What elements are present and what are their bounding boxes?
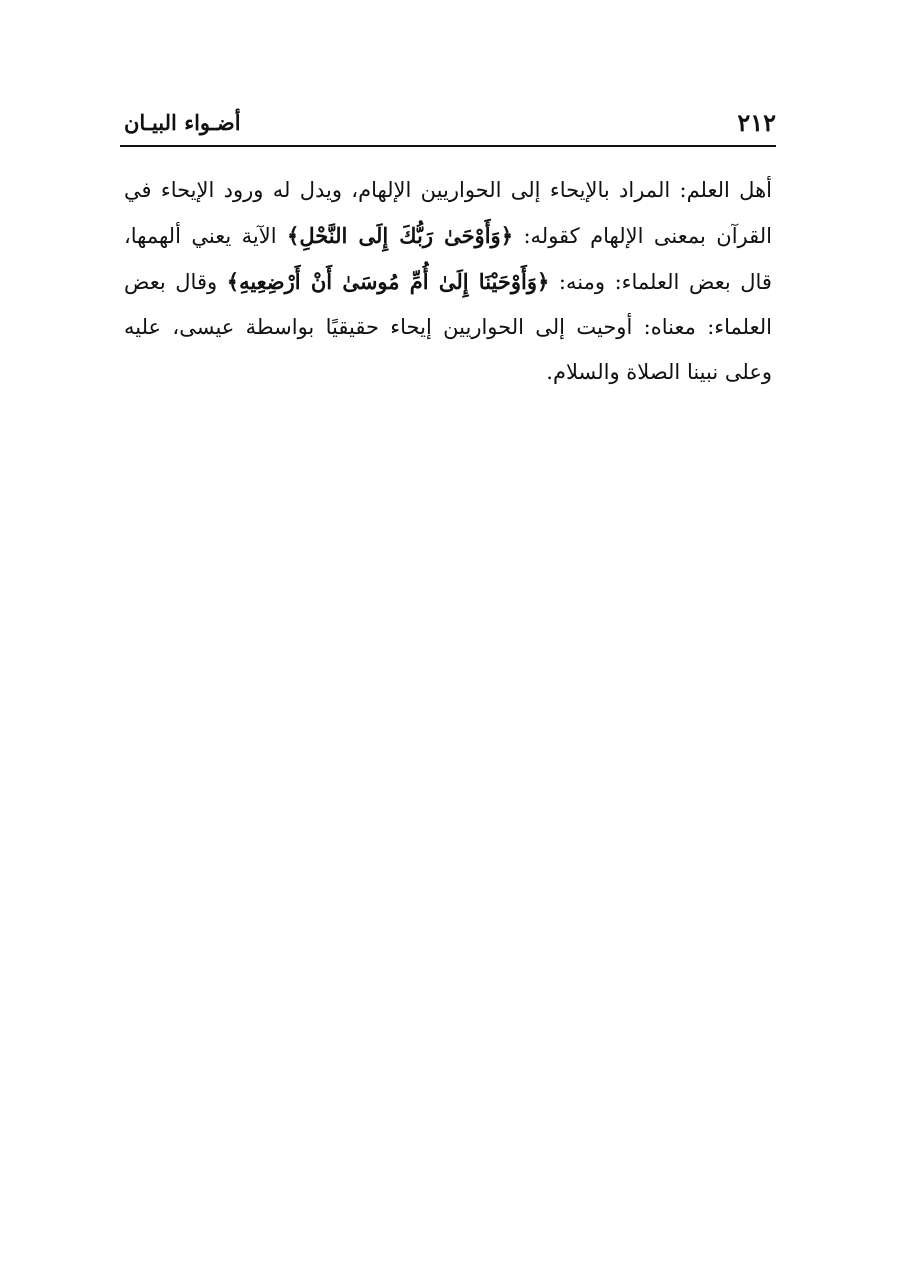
page-header [120,106,776,146]
quran-bracket-close: ﴾ [287,223,300,248]
quran-bracket-open: ﴿ [500,223,513,248]
text-segment-3: وقال بعض العلماء: معناه: أوحيت إلى الحواريين إيحاء حقيقيًا بواسطة عيسى، عليه وعلى نبينا الصلاة والسلام. [124,270,772,384]
quran-bracket-close: ﴾ [226,269,240,294]
text-segment-2: الآية يعني ألهمها، قال بعض العلماء: ومنه: [124,224,772,294]
header-rule [120,145,776,147]
quran-verse-2: وَأَوْحَيْنَا إِلَىٰ أُمِّ مُوسَىٰ أَنْ أَرْضِعِيهِ [239,269,537,294]
text-segment-1: أهل العلم: المراد بالإيحاء إلى الحواريين الإلهام، ويدل له ورود الإيحاء في القرآن بمعنى الإلهام كقوله: [124,178,772,248]
page-number: ٢١٢ [737,108,776,137]
quran-verse-1: وَأَوْحَىٰ رَبُّكَ إِلَى النَّحْلِ [299,223,501,248]
quran-bracket-open: ﴿ [536,269,550,294]
running-title: أضـواء البيـان [124,110,241,135]
body-paragraph [124,168,772,395]
